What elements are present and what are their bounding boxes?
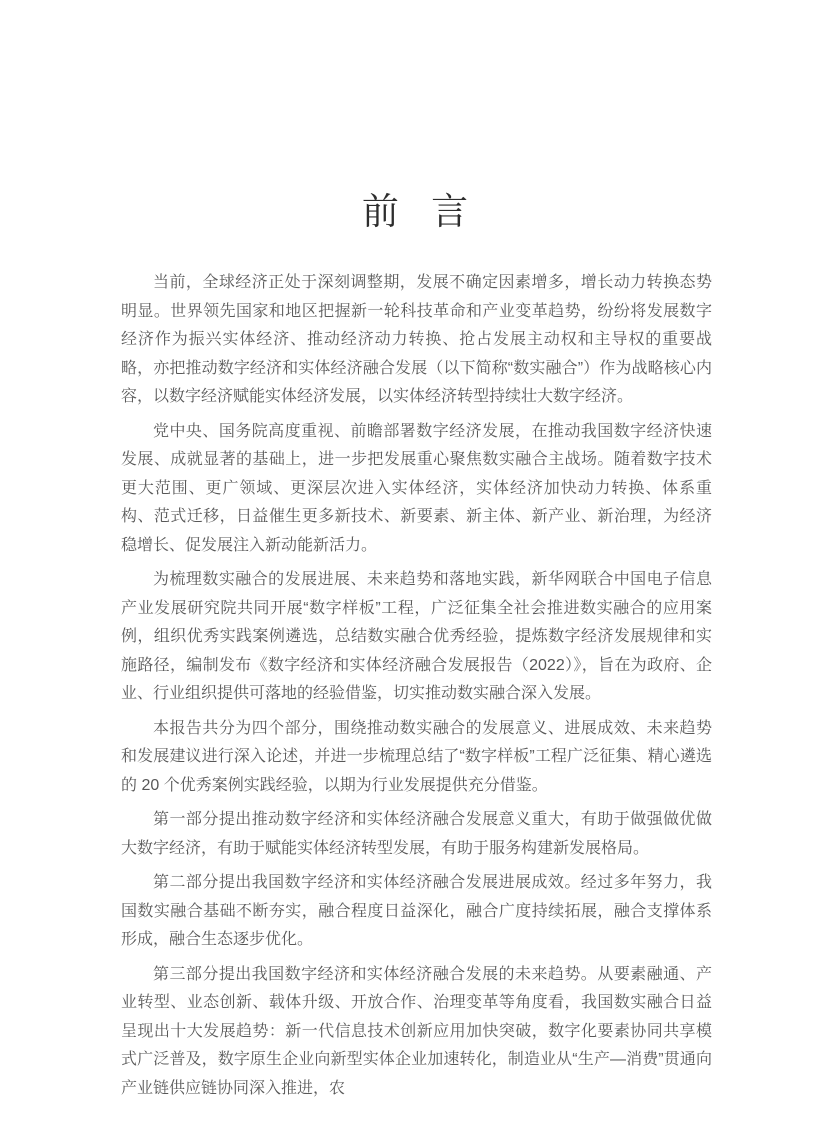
document-body — [121, 269, 712, 1109]
paragraph-7: 第三部分提出我国数字经济和实体经济融合发展的未来趋势。从要素融通、产业转型、业态创新、载体升级、开放合作、治理变革等角度看，我国数实融合日益呈现出十大发展趋势：新一代信息技术创新应用加快突破，数字化要素协同共享模式广泛普及，数字原生企业向新型实体企业加速转化，制造业从“生产—消费”贯通向产业链供应链协同深入推进，农 — [121, 965, 712, 1097]
paragraph-1: 当前，全球经济正处于深刻调整期，发展不确定因素增多，增长动力转换态势明显。世界领先国家和地区把握新一轮科技革命和产业变革趋势，纷纷将发展数字经济作为振兴实体经济、推动经济动力转换、抢占发展主动权和主导权的重要战略，亦把推动数字经济和实体经济融合发展（以下简称“数实融合”）作为战略核心内容，以数字经济赋能实体经济发展，以实体经济转型持续壮大数字经济。 — [121, 274, 712, 405]
paragraph-3: 为梳理数实融合的发展进展、未来趋势和落地实践，新华网联合中国电子信息产业发展研究院共同开展“数字样板”工程，广泛征集全社会推进数实融合的应用案例，组织优秀实践案例遴选，总结数实融合优秀经验，提炼数字经济发展规律和实施路径，编制发布《数字经济和实体经济融合发展报告（2022）》，旨在为政府、企业、行业组织提供可落地的经验借鉴，切实推动数实融合深入发展。 — [121, 571, 712, 702]
page-title: 前 言 — [361, 191, 472, 232]
paragraph-4: 本报告共分为四个部分，围绕推动数实融合的发展意义、进展成效、未来趋势和发展建议进行深入论述，并进一步梳理总结了“数字样板”工程广泛征集、精心遴选的 20 个优秀案例实践经验，以期为行业发展提供充分借鉴。 — [121, 719, 712, 794]
paragraph-5: 第一部分提出推动数字经济和实体经济融合发展意义重大，有助于做强做优做大数字经济，有助于赋能实体经济转型发展，有助于服务构建新发展格局。 — [121, 811, 712, 857]
paragraph-2: 党中央、国务院高度重视、前瞻部署数字经济发展，在推动我国数字经济快速发展、成就显著的基础上，进一步把发展重心聚焦数实融合主战场。随着数字技术更大范围、更广领域、更深层次进入实体经济，实体经济加快动力转换、体系重构、范式迁移，日益催生更多新技术、新要素、新主体、新产业、新治理，为经济稳增长、促发展注入新动能新活力。 — [121, 422, 712, 554]
paragraph-6: 第二部分提出我国数字经济和实体经济融合发展进展成效。经过多年努力，我国数实融合基础不断夯实，融合程度日益深化，融合广度持续拓展，融合支撑体系形成，融合生态逐步优化。 — [121, 874, 712, 948]
